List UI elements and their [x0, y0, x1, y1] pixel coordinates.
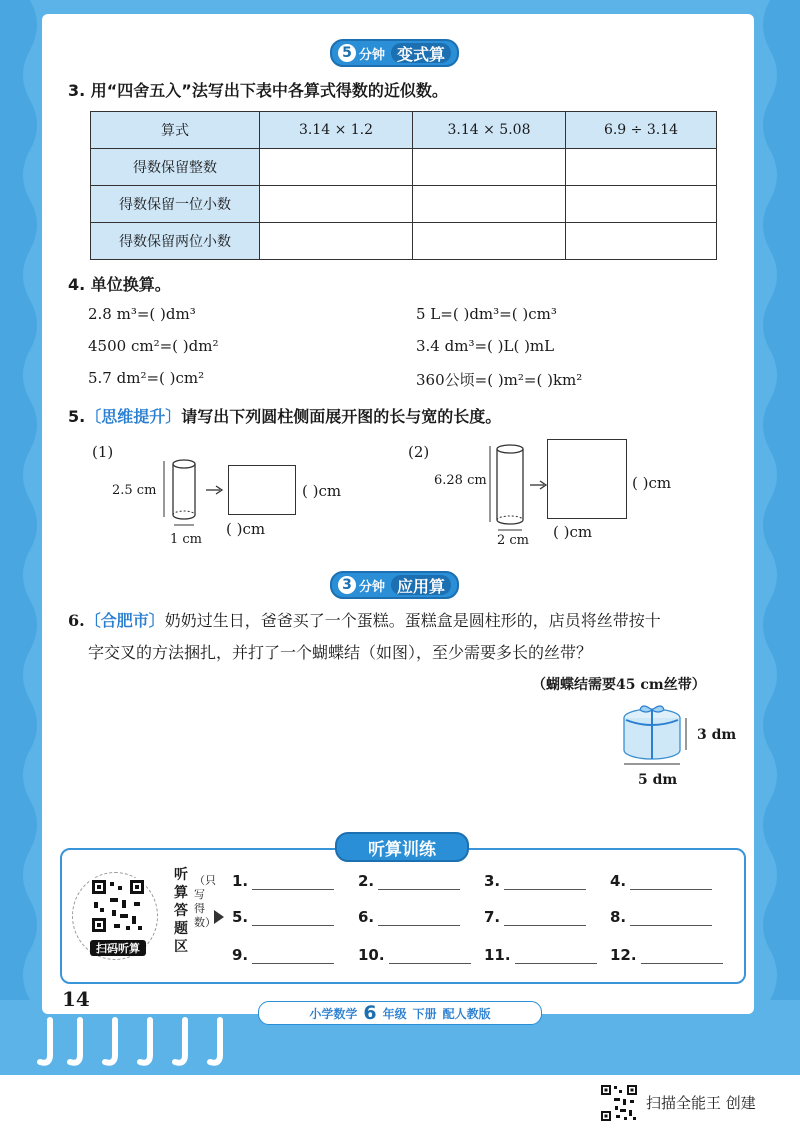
- answer-row-2: [232, 908, 736, 926]
- answer-slot[interactable]: 8.: [610, 908, 736, 926]
- fig1-height-blank: ( )cm: [226, 520, 266, 538]
- answer-slot[interactable]: 4.: [610, 872, 736, 890]
- section-title: 变式算: [391, 43, 451, 63]
- page-number: 14: [62, 987, 90, 1011]
- conversion-item: 3.4 dm³=( )L( )mL: [416, 337, 555, 355]
- play-arrow-icon[interactable]: [214, 910, 224, 924]
- wave-border-left: [0, 0, 44, 1000]
- answer-cell[interactable]: [260, 149, 413, 186]
- conversion-item: 5 L=( )dm³=( )cm³: [416, 305, 557, 323]
- table-header-cell: 6.9 ÷ 3.14: [566, 112, 717, 149]
- table-header-cell: 算式: [91, 112, 260, 149]
- answer-slot[interactable]: 11.: [484, 946, 610, 964]
- fig2-diameter-label: 2 cm: [497, 533, 530, 548]
- fig1-height-label: 2.5 cm: [112, 483, 157, 498]
- minutes-badge: 5: [338, 44, 356, 62]
- answer-cell[interactable]: [566, 223, 717, 260]
- section-header-application: [330, 572, 459, 598]
- qr-code-icon[interactable]: [90, 878, 146, 934]
- fig2-width-blank: ( )cm: [632, 474, 672, 492]
- fig2-unfolded-square: [547, 439, 627, 519]
- minutes-badge: 3: [338, 576, 356, 594]
- q3-table: [90, 111, 717, 260]
- conversion-item: 2.8 m³=( )dm³: [88, 305, 196, 323]
- watermark-qr-icon: [600, 1084, 638, 1122]
- answer-row-1: [232, 872, 736, 890]
- answer-slot[interactable]: 1.: [232, 872, 358, 890]
- answer-slot[interactable]: 3.: [484, 872, 610, 890]
- q6-tag: 〔合肥市〕: [84, 611, 165, 630]
- cake-box-illustration: [616, 700, 696, 772]
- q6-text-1: 奶奶过生日，爸爸买了一个蛋糕。蛋糕盒是圆柱形的，店员将丝带按十: [164, 611, 661, 630]
- conversion-item: 5.7 dm²=( )cm²: [88, 369, 205, 387]
- answer-cell[interactable]: [566, 186, 717, 223]
- fig2-cylinder-diagram: [486, 440, 556, 540]
- answer-slot[interactable]: 6.: [358, 908, 484, 926]
- answer-cell[interactable]: [260, 186, 413, 223]
- fig1-unfolded-rectangle: [228, 465, 296, 515]
- conversion-item: 4500 cm²=( )dm²: [88, 337, 219, 355]
- answer-slot[interactable]: 10.: [358, 946, 484, 964]
- answer-slot[interactable]: 9.: [232, 946, 358, 964]
- q5-number: 5.: [68, 407, 86, 426]
- book-subject: 小学数学: [309, 1006, 358, 1021]
- book-grade: 6: [363, 1002, 377, 1024]
- minutes-unit: 分钟: [359, 47, 386, 63]
- section-title: 应用算: [391, 575, 451, 595]
- answer-cell[interactable]: [566, 149, 717, 186]
- answer-slot[interactable]: 5.: [232, 908, 358, 926]
- q3-prompt: 3. 用“四舍五入”法写出下表中各算式得数的近似数。: [68, 81, 448, 100]
- q5-tag: 〔思维提升〕: [85, 407, 182, 426]
- fig1-diameter-label: 1 cm: [170, 532, 203, 547]
- q5-prompt: [68, 404, 501, 427]
- answer-area-label: 听算答题区: [174, 867, 188, 955]
- q5-text: 请写出下列圆柱侧面展开图的长与宽的长度。: [181, 407, 502, 426]
- answer-slot[interactable]: 7.: [484, 908, 610, 926]
- table-row-label: 得数保留一位小数: [91, 186, 260, 223]
- answer-cell[interactable]: [413, 223, 566, 260]
- fig2-index: (2): [408, 443, 430, 461]
- answer-slot[interactable]: 2.: [358, 872, 484, 890]
- book-edition: 配人教版: [442, 1006, 491, 1021]
- answer-area-note: （只写得数）: [194, 874, 216, 929]
- cake-height-label: 3 dm: [697, 727, 737, 743]
- section-header-variant: [330, 40, 459, 66]
- q6-note: （蝴蝶结需要45 cm丝带）: [532, 677, 706, 693]
- minutes-unit: 分钟: [359, 579, 386, 595]
- fig2-height-blank: ( )cm: [553, 523, 593, 541]
- wave-border-right: [756, 0, 800, 1000]
- q6-number: 6.: [68, 611, 85, 630]
- fig1-index: (1): [92, 443, 114, 461]
- fig1-width-blank: ( )cm: [302, 482, 342, 500]
- answer-cell[interactable]: [413, 149, 566, 186]
- fig2-height-label: 6.28 cm: [434, 473, 487, 488]
- table-header-cell: 3.14 × 5.08: [413, 112, 566, 149]
- table-row-label: 得数保留两位小数: [91, 223, 260, 260]
- listening-title: 听算训练: [335, 832, 469, 862]
- watermark-text: 扫描全能王 创建: [646, 1094, 756, 1112]
- answer-row-3: [232, 946, 736, 964]
- conversion-item: 360公顷=( )m²=( )km²: [416, 371, 583, 389]
- book-grade-unit: 年级: [382, 1006, 407, 1021]
- table-header-cell: 3.14 × 1.2: [260, 112, 413, 149]
- answer-cell[interactable]: [413, 186, 566, 223]
- table-row-label: 得数保留整数: [91, 149, 260, 186]
- book-footer: [258, 1001, 542, 1025]
- q4-prompt: 4. 单位换算。: [68, 275, 171, 294]
- scan-button[interactable]: 扫码听算: [90, 940, 146, 956]
- answer-slot[interactable]: 12.: [610, 946, 736, 964]
- answer-cell[interactable]: [260, 223, 413, 260]
- book-term: 下册: [412, 1006, 437, 1021]
- q6-line2: 字交叉的方法捆扎，并打了一个蝴蝶结（如图），至少需要多长的丝带？: [88, 643, 593, 662]
- cake-diameter-label: 5 dm: [638, 772, 678, 788]
- q6-line1: [68, 608, 661, 631]
